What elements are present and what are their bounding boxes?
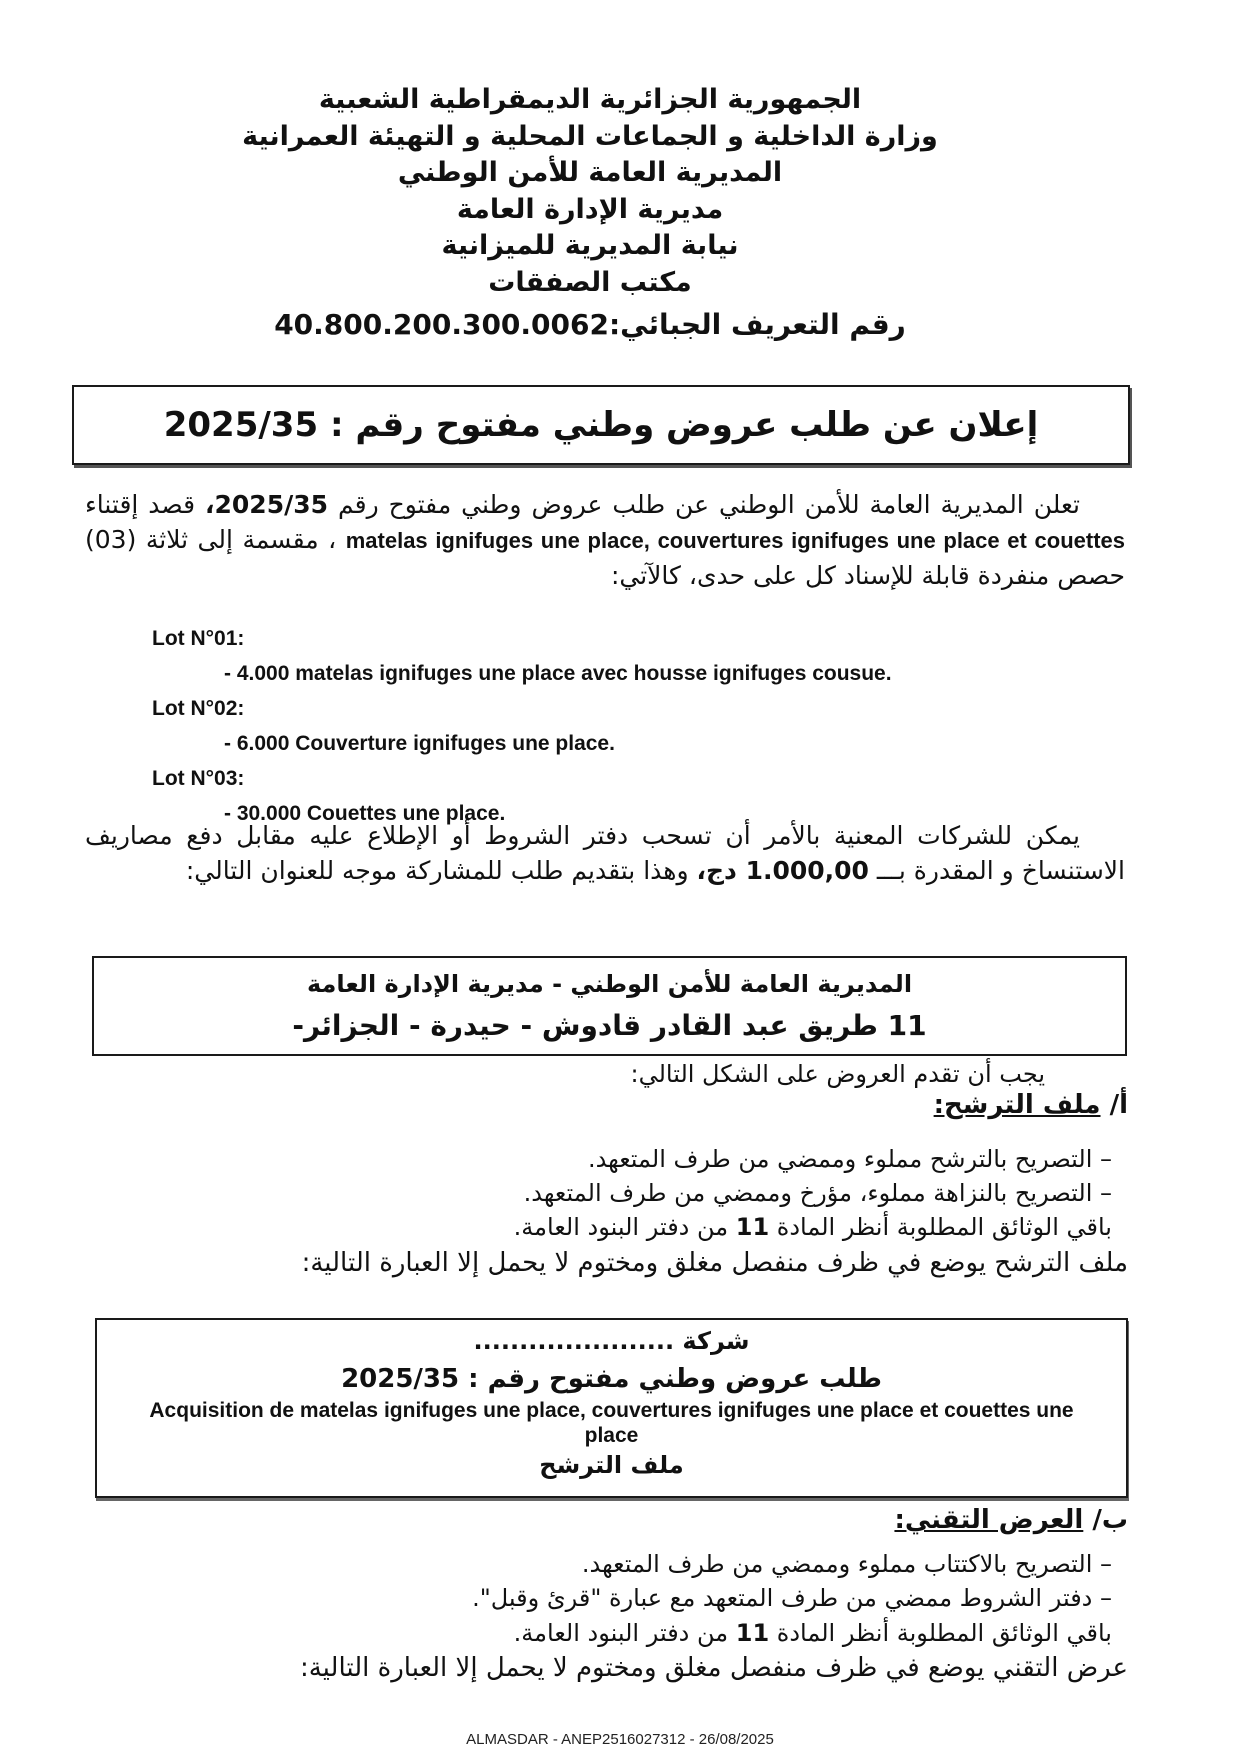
intro-object-latin: matelas ignifuges une place, couvertures ignifuges une place et couettes (345, 528, 1125, 553)
section-a-other-docs-text-2: من دفتر البنود العامة. (513, 1213, 729, 1241)
withdrawal-paragraph (85, 818, 1125, 888)
section-a-article-number: 11 (735, 1213, 770, 1241)
lots-list (152, 622, 1052, 832)
envelope-company: شركة ...................... (473, 1327, 750, 1355)
tender-number: 2025/35 (163, 405, 319, 445)
intro-text-3: ، مقسمة إلى ثلاثة (03) حصص منفردة قابلة للإسناد كل على حدى، كالآتي: (85, 525, 1125, 590)
tax-id-line (240, 305, 940, 345)
lot-2 (152, 692, 1052, 762)
withdrawal-text-1: يمكن للشركات المعنية بالأمر أن تسحب دفتر الشروط أو الإطلاع عليه مقابل دفع مصاريف الاستنساخ و المقدرة بـــ (85, 821, 1125, 885)
lot-item: - 30.000 Couettes une place. (224, 802, 506, 825)
letterhead (240, 82, 940, 345)
lot-label: Lot N°03: (152, 767, 245, 790)
withdrawal-amount: 1.000,00 دج، (696, 856, 869, 885)
section-b-article-number: 11 (735, 1619, 770, 1647)
section-a-title: ملف الترشح: (933, 1090, 1101, 1120)
envelope-object: Acquisition de matelas ignifuges une place, couvertures ignifuges une place et couettes une place (149, 1399, 1074, 1447)
section-a-item-2: – التصريح بالنزاهة مملوء، مؤرخ وممضي من طرف المتعهد. (523, 1179, 1112, 1207)
header-line-dgsn: المديرية العامة للأمن الوطني (397, 157, 783, 188)
tax-id-label: رقم التعريف الجبائي: (608, 308, 906, 341)
section-a-other-docs-text: باقي الوثائق المطلوبة أنظر المادة (776, 1213, 1112, 1241)
section-a-other-docs (514, 1211, 1112, 1243)
lot-item: - 4.000 matelas ignifuges une place avec housse ignifuges cousue. (224, 662, 892, 685)
address-line-1: المديرية العامة للأمن الوطني - مديرية الإدارة العامة (306, 970, 913, 998)
lot-1 (152, 622, 1052, 692)
address-box (92, 956, 1127, 1056)
tax-id-value: 40.800.200.300.0062 (274, 308, 609, 341)
section-a-prefix: أ/ (1109, 1090, 1128, 1120)
header-line-budget: نيابة المديرية للميزانية (441, 230, 739, 261)
header-line-ministry: وزارة الداخلية و الجماعات المحلية و التهيئة العمرانية (242, 120, 938, 152)
section-b-other-docs-text: باقي الوثائق المطلوبة أنظر المادة (776, 1619, 1112, 1647)
announcement-title (164, 405, 1039, 445)
section-b-item-2: – دفتر الشروط ممضي من طرف المتعهد مع عبارة "قرئ وقبل". (472, 1584, 1112, 1612)
offers-intro: يجب أن تقدم العروض على الشكل التالي: (630, 1060, 1045, 1088)
intro-paragraph (85, 487, 1125, 593)
address-line-2: 11 طريق عبد القادر قادوش - حيدرة - الجزائر- (292, 1009, 927, 1042)
section-b-envelope-note: عرض التقني يوضع في ظرف منفصل مغلق ومختوم لا يحمل إلا العبارة التالية: (299, 1653, 1128, 1683)
section-b-other-docs-text-2: من دفتر البنود العامة. (513, 1619, 729, 1647)
envelope-tender-number: طلب عروض وطني مفتوح رقم : 2025/35 (341, 1364, 882, 1394)
section-b-prefix: ب/ (1092, 1505, 1128, 1535)
section-b-other-docs (514, 1617, 1112, 1649)
envelope-label-box (95, 1318, 1128, 1498)
intro-text-1: تعلن المديرية العامة للأمن الوطني عن طلب عروض وطني مفتوح رقم (337, 490, 1081, 519)
section-a-envelope-note: ملف الترشح يوضع في ظرف منفصل مغلق ومختوم لا يحمل إلا العبارة التالية: (301, 1248, 1128, 1278)
envelope-label: ملف الترشح (539, 1451, 684, 1479)
publication-footer: ALMASDAR - ANEP2516027312 - 26/08/2025 (466, 1731, 774, 1748)
section-a-heading (934, 1090, 1128, 1120)
header-line-republic: الجمهورية الجزائرية الديمقراطية الشعبية (318, 84, 862, 115)
intro-text-2: قصد إقتناء (85, 490, 196, 519)
announcement-title-text: إعلان عن طلب عروض وطني مفتوح رقم : (329, 405, 1039, 445)
lot-label: Lot N°01: (152, 627, 245, 650)
header-line-contracts-office: مكتب الصفقات (488, 266, 692, 298)
section-b-title: العرض التقني: (894, 1505, 1084, 1535)
lot-item: - 6.000 Couverture ignifuges une place. (224, 732, 615, 755)
header-line-admin-directorate: مديرية الإدارة العامة (456, 193, 724, 225)
withdrawal-text-2: وهذا بتقديم طلب للمشاركة موجه للعنوان التالي: (185, 856, 689, 885)
section-a-item-1: – التصريح بالترشح مملوء وممضي من طرف المتعهد. (587, 1145, 1112, 1173)
intro-tender-number: 2025/35، (205, 490, 329, 519)
lot-label: Lot N°02: (152, 697, 245, 720)
section-b-item-1: – التصريح بالاكتتاب مملوء وممضي من طرف المتعهد. (581, 1550, 1112, 1578)
section-b-heading (894, 1505, 1128, 1535)
announcement-title-box (72, 385, 1130, 465)
